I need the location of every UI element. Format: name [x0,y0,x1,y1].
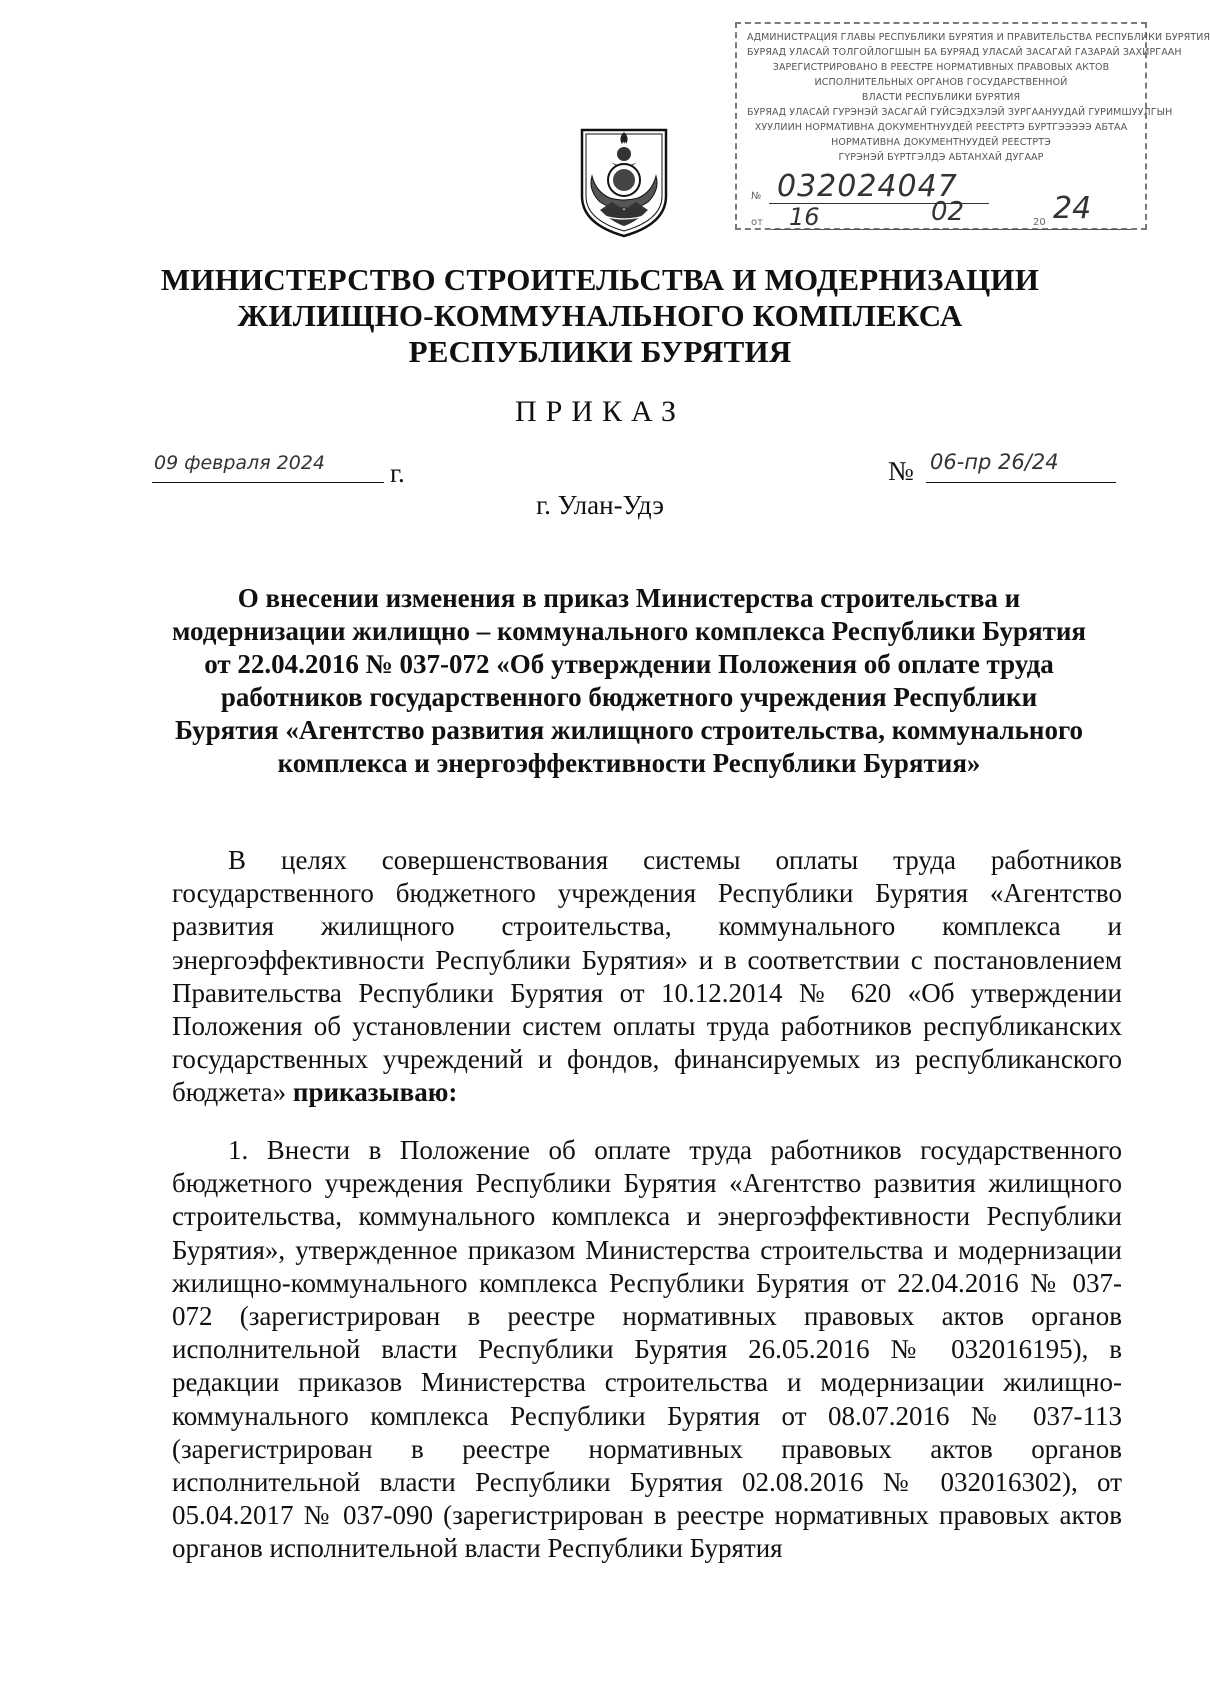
stamp-number-label: № [751,191,762,202]
stamp-registration-number: 032024047 [777,169,958,204]
order-number-underline [926,482,1116,483]
stamp-year-label: 20 [1033,217,1046,228]
ministry-header-line: ЖИЛИЩНО-КОММУНАЛЬНОГО КОМПЛЕКСА [237,298,963,333]
stamp-month: 02 [931,197,965,227]
stamp-line: ИСПОЛНИТЕЛЬНЫХ ОРГАНОВ ГОСУДАРСТВЕННОЙ [814,77,1068,88]
stamp-date-label: от [751,217,763,228]
stamp-line: ЗАРЕГИСТРИРОВАНО В РЕЕСТРЕ НОРМАТИВНЫХ ПРАВОВЫХ АКТОВ [772,62,1110,73]
order-subject: О внесении изменения в приказ Министерства строительства и модернизации жилищно – коммунального комплекса Республики Бурятия от 22.04.2016 № 037-072 «Об утверждении Положения об оплате труда работников государственного бюджетного учреждения Республики Бурятия «Агентство развития жилищного строительства, коммунального комплекса и энергоэффективности Республики Бурятия» [171,583,1087,778]
ministry-header-line: МИНИСТЕРСТВО СТРОИТЕЛЬСТВА И МОДЕРНИЗАЦИИ [160,262,1040,297]
city: г. Улан-Удэ [536,490,664,520]
registration-stamp [735,22,1210,231]
order-date-handwritten: 09 февраля 2024 [154,452,326,474]
preamble-text: В целях совершенствования системы оплаты труда работников государственного бюджетного учреждения Республики Бурятия «Агентство развития жилищного строительства, коммунального комплекса и энергоэффективности Республики Бурятия» и в соответствии с постановлением Правительства Республики Бурятия от 10.12.2014 № 620 «Об утверждении Положения об установлении систем оплаты труда работников республиканских государственных учреждений и фондов, финансируемых из республиканского бюджета» [172,845,1122,1108]
order-word: приказываю: [292,1077,458,1108]
ministry-header [0,262,1200,370]
stamp-line: АДМИНИСТРАЦИЯ ГЛАВЫ РЕСПУБЛИКИ БУРЯТИЯ И ПРАВИТЕЛЬСТВА РЕСПУБЛИКИ БУРЯТИЯ [747,32,1210,43]
item-1-paragraph: 1. Внести в Положение об оплате труда работников государственного бюджетного учреждения Республики Бурятия «Агентство развития жилищного строительства, коммунального комплекса и энергоэффективности Республики Бурятия», утвержденное приказом Министерства строительства и модернизации жилищно-коммунального комплекса Республики Бурятия от 22.04.2016 № 037-072 (зарегистрирован в реестре нормативных правовых актов органов исполнительной власти Республики Бурятия 26.05.2016 № 032016195), в редакции приказов Министерства строительства и модернизации жилищно-коммунального комплекса Республики Бурятия от 08.07.2016 № 037-113 (зарегистрирован в реестре нормативных правовых актов органов исполнительной власти Республики Бурятия 02.08.2016 № 032016302), от 05.04.2017 № 037-090 (зарегистрирован в реестре нормативных правовых актов органов исполнительной власти Республики Бурятия [172,1135,1122,1564]
coat-of-arms-icon [578,118,670,238]
ministry-header-line: РЕСПУБЛИКИ БУРЯТИЯ [408,334,792,369]
stamp-date-underline [771,229,1131,230]
order-number-sign: № [888,456,914,486]
stamp-line: БУРЯАД УЛАСАЙ ГУРЭНЭЙ ЗАСАГАЙ ГУЙСЭДХЭЛЭЙ ЗУРГААНУУДАЙ ГУРИМШУУЛГЫН [747,107,1173,118]
stamp-line: ВЛАСТИ РЕСПУБЛИКИ БУРЯТИЯ [861,92,1021,103]
stamp-year: 24 [1053,191,1092,226]
preamble-paragraph [172,844,1122,1110]
stamp-line: ГҮРЭНЭЙ БҮРТГЭЛДЭ АБТАНХАЙ ДУГААР [838,152,1044,163]
stamp-line: ХУУЛИИН НОРМАТИВНА ДОКУМЕНТНУУДЕЙ РЕЕСТРТЭ БУРТГЭЭЭЭЭ АБТАА [754,122,1128,133]
order-date-suffix: г. [390,458,405,488]
order-date-underline [152,482,384,483]
order-date [152,452,417,494]
document-type: ПРИКАЗ [515,395,685,428]
stamp-day: 16 [789,203,820,231]
order-number-handwritten: 06-пр 26/24 [930,450,1059,474]
order-number [888,450,1128,494]
stamp-line: НОРМАТИВНА ДОКУМЕНТНУУДЕЙ РЕЕСТРТЭ [831,137,1051,148]
stamp-line: БУРЯАД УЛАСАЙ ТОЛГОЙЛОГШЫН БА БУРЯАД УЛАСАЙ ЗАСАГАЙ ГАЗАРАЙ ЗАХИРГААН [747,47,1182,58]
stamp-fields [751,169,1135,229]
